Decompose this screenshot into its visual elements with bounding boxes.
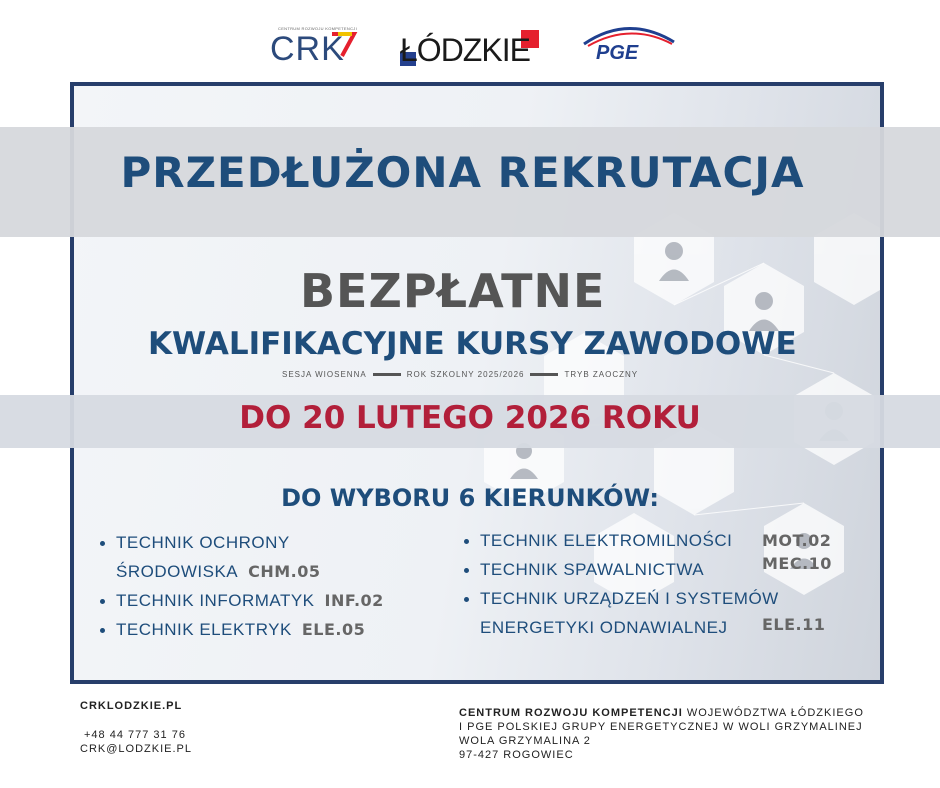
- lodzkie-logo-text: ŁÓDZKIE: [400, 32, 530, 68]
- program-item: [96, 615, 456, 644]
- program-name: TECHNIK ELEKTROMILNOŚCI: [480, 531, 733, 550]
- school-year-label: ROK SZKOLNY 2025/2026: [406, 370, 525, 379]
- program-name: TECHNIK ELEKTRYK: [116, 620, 292, 639]
- program-code: MEC.10: [762, 554, 832, 573]
- address-block: [459, 706, 864, 762]
- bullet-icon: [100, 599, 105, 604]
- program-code: MOT.02: [762, 531, 832, 550]
- org-line2: I PGE POLSKIEJ GRUPY ENERGETYCZNEJ W WOLI GRZYMALINEJ: [459, 721, 863, 733]
- crk-logo: [268, 20, 360, 70]
- lodzkie-logo: [398, 20, 548, 70]
- pge-logo: [580, 20, 680, 70]
- crk-logo-mark-icon: [330, 30, 358, 60]
- email-link[interactable]: CRK@LODZKIE.PL: [80, 743, 192, 755]
- free-label: BEZPŁATNE: [300, 264, 606, 318]
- program-item: [96, 586, 456, 615]
- org-name-rest: WOJEWÓDZTWA ŁÓDZKIEGO: [682, 707, 864, 719]
- bullet-icon: [464, 597, 469, 602]
- program-code: ELE.11: [762, 615, 826, 634]
- program-item: [96, 528, 456, 586]
- program-item: [460, 584, 826, 642]
- choose-label: DO WYBORU 6 KIERUNKÓW:: [281, 484, 659, 512]
- crk-logo-text: CRK: [270, 30, 345, 68]
- program-name-cont: ŚRODOWISKA: [116, 562, 239, 581]
- headline: PRZEDŁUŻONA REKRUTACJA: [120, 148, 805, 197]
- pge-logo-text: PGE: [596, 42, 639, 64]
- meta-divider: [373, 373, 401, 376]
- program-name: TECHNIK INFORMATYK: [116, 591, 315, 610]
- street-address: WOLA GRZYMALINA 2: [459, 735, 591, 747]
- session-label: SESJA WIOSENNA: [282, 370, 367, 379]
- deadline-label: DO 20 LUTEGO 2026 ROKU: [239, 400, 701, 436]
- session-meta: [282, 370, 638, 379]
- bullet-icon: [100, 541, 105, 546]
- program-item: [460, 554, 832, 584]
- program-name: TECHNIK OCHRONY: [116, 533, 290, 552]
- bullet-icon: [464, 568, 469, 573]
- phone-number: +48 44 777 31 76: [84, 729, 186, 741]
- org-name: CENTRUM ROZWOJU KOMPETENCJI: [459, 707, 683, 719]
- city-address: 97-427 ROGOWIEC: [459, 749, 574, 761]
- program-code: INF.02: [324, 591, 384, 610]
- program-name-cont: ENERGETYKI ODNAWIALNEJ: [480, 618, 728, 637]
- bullet-icon: [464, 539, 469, 544]
- programs-left-list: [96, 528, 456, 644]
- program-name: TECHNIK SPAWALNICTWA: [480, 560, 705, 579]
- mode-label: TRYB ZAOCZNY: [564, 370, 639, 379]
- programs-right-list: [460, 526, 840, 642]
- bullet-icon: [100, 628, 105, 633]
- contact-block: [80, 728, 192, 756]
- meta-divider: [530, 373, 558, 376]
- crk-logo-caption: CENTRUM ROZWOJU KOMPETENCJI: [278, 26, 357, 31]
- program-code: ELE.05: [301, 620, 366, 639]
- program-name: TECHNIK URZĄDZEŃ I SYSTEMÓW: [480, 589, 779, 608]
- website-link[interactable]: CRKLODZKIE.PL: [80, 700, 183, 712]
- program-code: CHM.05: [248, 562, 321, 581]
- courses-label: KWALIFIKACYJNE KURSY ZAWODOWE: [148, 326, 797, 362]
